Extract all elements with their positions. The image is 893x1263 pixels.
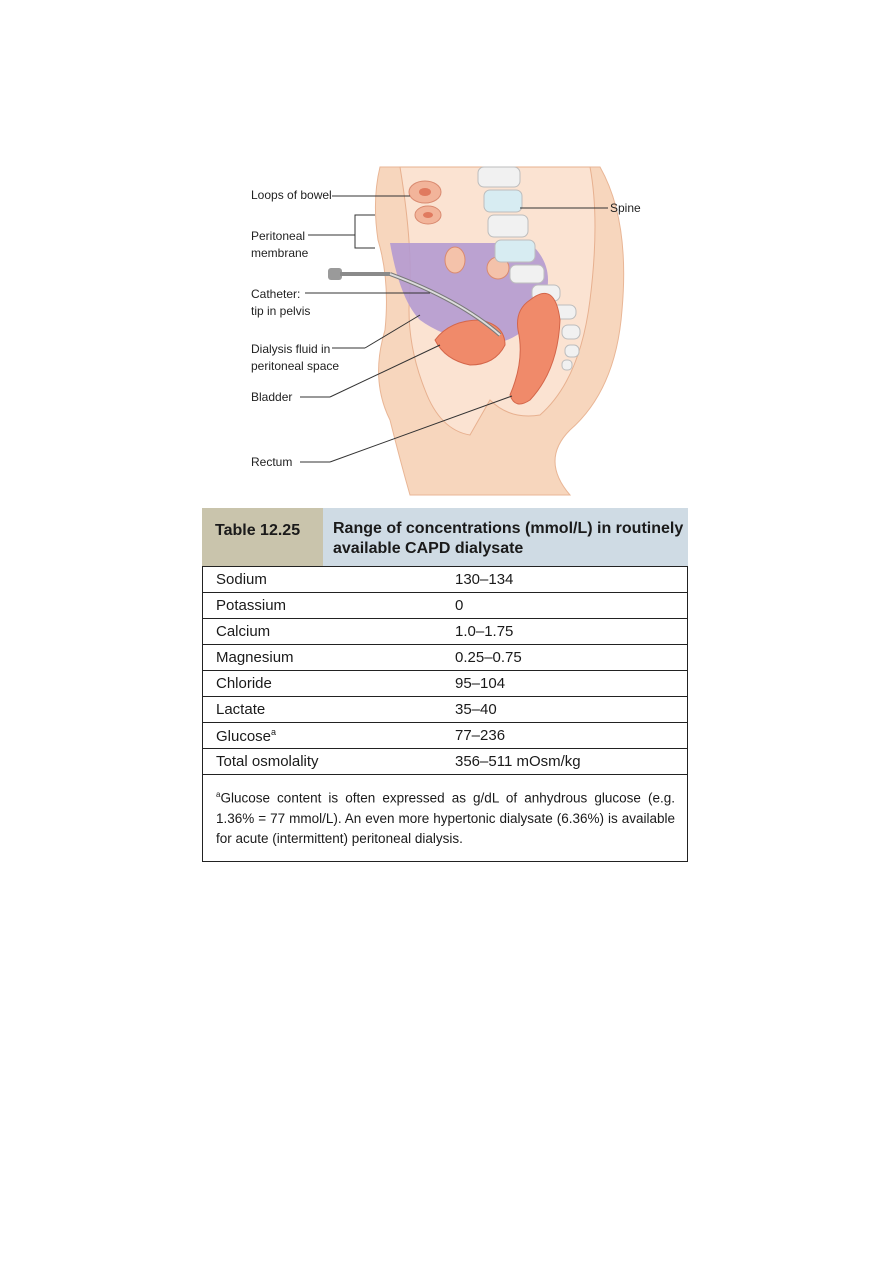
label-spine: Spine [610,201,641,215]
row-value: 0.25–0.75 [455,649,522,666]
footnote-text: Glucose content is often expressed as g/dL of anhydrous glucose (e.g. 1.36% = 77 mmol/L). An even more hypertonic dialysate (6.36%) is available for acute (intermittent) peritoneal dialysis. [216,790,675,846]
table-title: Range of concentrations (mmol/L) in routinely available CAPD dialysate [323,508,688,566]
table-row [203,722,687,748]
footnote-ref: a [271,726,277,737]
row-value: 77–236 [455,727,506,744]
table-row [203,696,687,722]
table-row [203,618,687,644]
footnote-marker: a [216,790,221,799]
label-dialysis-fluid: Dialysis fluid in peritoneal space [251,342,340,373]
table-row [203,566,687,592]
row-label [203,623,403,640]
anatomy-illustration [240,160,660,500]
row-value: 1.0–1.75 [455,623,514,640]
row-name: Total osmolality [216,753,319,770]
row-name: Glucose [216,727,272,745]
row-label [203,727,403,745]
table-header [202,508,688,566]
row-label [203,571,403,588]
label-rectum: Rectum [251,455,293,469]
label-bladder: Bladder [251,390,293,404]
label-catheter: Catheter: tip in pelvis [251,287,311,318]
table-body [203,566,687,774]
row-name: Sodium [216,571,267,588]
row-value: 130–134 [455,571,514,588]
row-label [203,597,403,614]
table-footnote [203,774,687,861]
table-number: Table 12.25 [202,508,323,566]
dialysate-table [202,508,688,862]
label-peritoneal-membrane: Peritoneal membrane [251,229,309,260]
label-loops-of-bowel: Loops of bowel [251,188,332,202]
row-value: 35–40 [455,701,497,718]
table-row [203,670,687,696]
row-name: Potassium [216,597,287,614]
row-value: 356–511 mOsm/kg [455,753,581,770]
table-row [203,644,687,670]
row-name: Chloride [216,675,272,692]
row-name: Magnesium [216,649,294,666]
row-label [203,675,403,692]
row-name: Lactate [216,701,266,718]
row-value: 0 [455,597,464,614]
row-label [203,649,403,666]
table-row [203,748,687,774]
row-label [203,701,403,718]
table-row [203,592,687,618]
row-name: Calcium [216,623,271,640]
peritoneal-dialysis-figure [240,160,660,500]
row-label [203,753,403,770]
row-value: 95–104 [455,675,506,692]
